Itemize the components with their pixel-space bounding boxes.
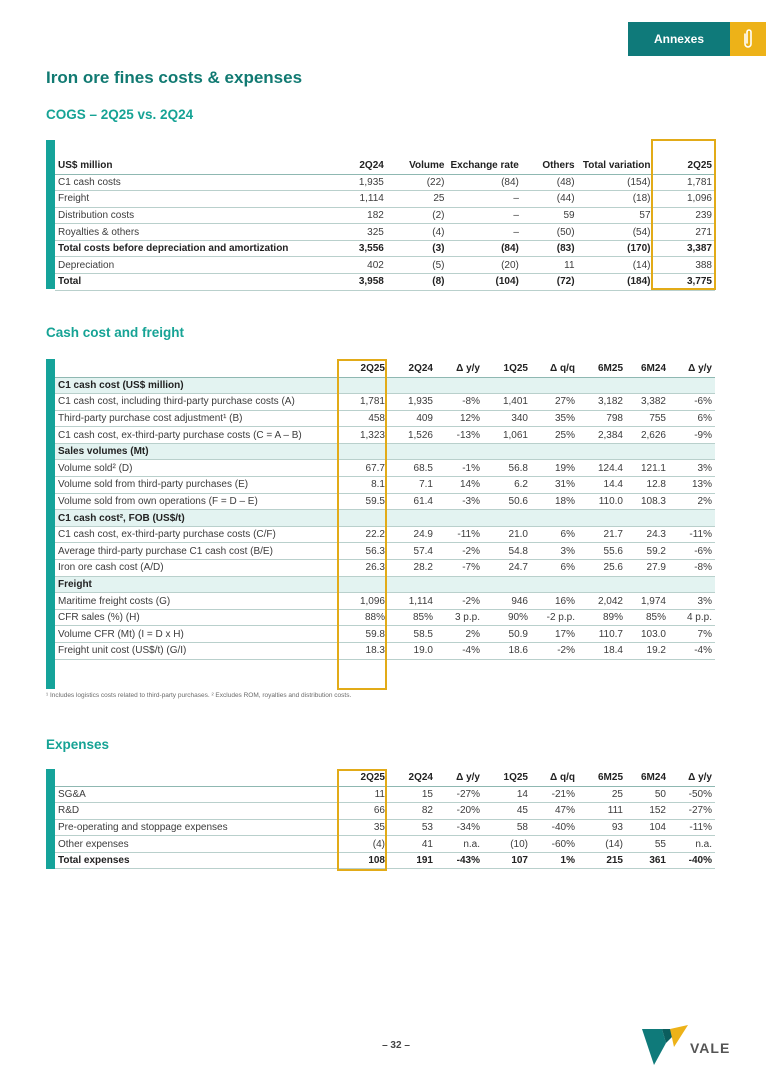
table-cell: 53 <box>388 819 436 836</box>
table-cell: 82 <box>388 803 436 820</box>
row-label: Average third-party purchase C1 cash cost (B/E) <box>55 543 341 560</box>
table-cell: 24.7 <box>483 560 531 577</box>
table-cell: 108 <box>341 852 388 869</box>
row-label: Other expenses <box>55 836 341 853</box>
table-cell: 3,182 <box>578 394 626 411</box>
table-cell: 402 <box>317 257 387 274</box>
table-cell: 18% <box>531 493 578 510</box>
row-label: SG&A <box>55 786 341 803</box>
table-cell: (154) <box>578 174 654 191</box>
section-label: C1 cash cost (US$ million) <box>55 377 715 394</box>
section-row <box>55 377 715 394</box>
table-cell: (8) <box>387 274 448 291</box>
table-row <box>55 526 715 543</box>
table-cell: 2,384 <box>578 427 626 444</box>
table-cell: 6.2 <box>483 477 531 494</box>
table-cell: 57.4 <box>388 543 436 560</box>
column-header: US$ million <box>55 140 317 174</box>
vale-logo-icon <box>640 1021 690 1074</box>
table-cell: 61.4 <box>388 493 436 510</box>
table-cell: 14% <box>436 477 483 494</box>
column-header: 6M25 <box>578 359 626 377</box>
table-cell: 58.5 <box>388 626 436 643</box>
table-cell: -11% <box>436 526 483 543</box>
column-header <box>55 359 341 377</box>
table-cell: 25 <box>578 786 626 803</box>
row-label: C1 cash costs <box>55 174 317 191</box>
cogs-table <box>55 140 715 291</box>
table-cell: 25.6 <box>578 560 626 577</box>
table-cell: 50.9 <box>483 626 531 643</box>
table-row <box>55 207 715 224</box>
row-label: Volume sold from own operations (F = D – E) <box>55 493 341 510</box>
table-cell: -13% <box>436 427 483 444</box>
table-row <box>55 257 715 274</box>
table-cell: -34% <box>436 819 483 836</box>
column-header: 2Q25 <box>341 359 388 377</box>
table-cell: -6% <box>669 543 715 560</box>
expenses-heading: Expenses <box>46 737 110 752</box>
table-cell: 7% <box>669 626 715 643</box>
table-cell: 340 <box>483 410 531 427</box>
section-row <box>55 576 715 593</box>
table-cell: (4) <box>387 224 448 241</box>
table-cell: (44) <box>522 191 578 208</box>
cash-heading: Cash cost and freight <box>46 325 185 340</box>
table-cell: (10) <box>483 836 531 853</box>
table-cell: (83) <box>522 240 578 257</box>
column-header: Δ y/y <box>436 769 483 786</box>
table-cell: 15 <box>388 786 436 803</box>
column-header: Volume <box>387 140 448 174</box>
column-header: 6M25 <box>578 769 626 786</box>
table-cell: 54.8 <box>483 543 531 560</box>
table-cell: 59 <box>522 207 578 224</box>
row-label: Maritime freight costs (G) <box>55 593 341 610</box>
table-cell: 152 <box>626 803 669 820</box>
table-row <box>55 786 715 803</box>
table-cell: 111 <box>578 803 626 820</box>
table-cell: 31% <box>531 477 578 494</box>
table-cell: -4% <box>669 643 715 660</box>
table-cell: (22) <box>387 174 448 191</box>
table-cell: 21.0 <box>483 526 531 543</box>
table-cell: n.a. <box>669 836 715 853</box>
table-cell: 89% <box>578 609 626 626</box>
row-label: Royalties & others <box>55 224 317 241</box>
column-header: Δ y/y <box>436 359 483 377</box>
table-cell: 12.8 <box>626 477 669 494</box>
table-cell: (84) <box>448 174 522 191</box>
table-cell: -40% <box>669 852 715 869</box>
table-cell: 66 <box>341 803 388 820</box>
expenses-table <box>55 769 715 869</box>
table-cell: -27% <box>669 803 715 820</box>
table-cell: (3) <box>387 240 448 257</box>
table-cell: 388 <box>654 257 715 274</box>
column-header: Δ y/y <box>669 769 715 786</box>
row-label: Total <box>55 274 317 291</box>
table-cell: (5) <box>387 257 448 274</box>
table-row <box>55 477 715 494</box>
table-cell: 1,096 <box>654 191 715 208</box>
table-cell: -7% <box>436 560 483 577</box>
table-cell: 24.3 <box>626 526 669 543</box>
table-cell: 88% <box>341 609 388 626</box>
table-cell: 110.0 <box>578 493 626 510</box>
table-cell: 35% <box>531 410 578 427</box>
table-cell: 16% <box>531 593 578 610</box>
table-cell: 1,096 <box>341 593 388 610</box>
table-row <box>55 609 715 626</box>
column-header: 6M24 <box>626 769 669 786</box>
table-cell: 6% <box>669 410 715 427</box>
row-label: C1 cash cost, ex-third-party purchase costs (C = A – B) <box>55 427 341 444</box>
table-cell: 6% <box>531 526 578 543</box>
row-label: Freight unit cost (US$/t) (G/I) <box>55 643 341 660</box>
table-cell: 11 <box>341 786 388 803</box>
table-cell: (18) <box>578 191 654 208</box>
table-cell: 67.7 <box>341 460 388 477</box>
table-cell: – <box>448 224 522 241</box>
table-cell: 409 <box>388 410 436 427</box>
column-header: 2Q25 <box>341 769 388 786</box>
table-cell: 25 <box>387 191 448 208</box>
table-cell: 27% <box>531 394 578 411</box>
table-cell: 1,935 <box>388 394 436 411</box>
table-row <box>55 560 715 577</box>
table-cell: 3 p.p. <box>436 609 483 626</box>
cogs-side-bar <box>46 140 55 289</box>
table-cell: 103.0 <box>626 626 669 643</box>
table-cell: -2% <box>436 543 483 560</box>
table-cell: 59.5 <box>341 493 388 510</box>
table-cell: 45 <box>483 803 531 820</box>
table-cell: 104 <box>626 819 669 836</box>
table-cell: 57 <box>578 207 654 224</box>
table-cell: 85% <box>388 609 436 626</box>
table-cell: -11% <box>669 819 715 836</box>
section-row <box>55 510 715 527</box>
section-label: C1 cash cost², FOB (US$/t) <box>55 510 715 527</box>
column-header <box>55 769 341 786</box>
table-cell: (54) <box>578 224 654 241</box>
table-cell: -8% <box>436 394 483 411</box>
table-cell: 271 <box>654 224 715 241</box>
table-row <box>55 493 715 510</box>
column-header: 1Q25 <box>483 769 531 786</box>
column-header: 1Q25 <box>483 359 531 377</box>
table-cell: 8.1 <box>341 477 388 494</box>
page-title: Iron ore fines costs & expenses <box>46 68 303 87</box>
table-cell: 121.1 <box>626 460 669 477</box>
vale-wordmark: VALE <box>690 1040 731 1056</box>
table-row <box>55 427 715 444</box>
table-cell: 1,974 <box>626 593 669 610</box>
row-label: C1 cash cost, including third-party purchase costs (A) <box>55 394 341 411</box>
table-cell: 191 <box>388 852 436 869</box>
table-cell: 108.3 <box>626 493 669 510</box>
table-cell: -11% <box>669 526 715 543</box>
table-cell: 110.7 <box>578 626 626 643</box>
column-header: 2Q25 <box>654 140 715 174</box>
table-cell: -8% <box>669 560 715 577</box>
cash-side-bar <box>46 359 55 689</box>
table-cell: 215 <box>578 852 626 869</box>
table-cell: 3,556 <box>317 240 387 257</box>
table-cell: -2 p.p. <box>531 609 578 626</box>
column-header: 6M24 <box>626 359 669 377</box>
table-cell: 41 <box>388 836 436 853</box>
table-cell: 35 <box>341 819 388 836</box>
table-cell: 21.7 <box>578 526 626 543</box>
table-cell: 1,935 <box>317 174 387 191</box>
table-cell: 19% <box>531 460 578 477</box>
table-cell: 19.0 <box>388 643 436 660</box>
table-cell: -6% <box>669 394 715 411</box>
table-cell: 13% <box>669 477 715 494</box>
table-cell: 24.9 <box>388 526 436 543</box>
table-cell: 2% <box>669 493 715 510</box>
table-cell: 1,061 <box>483 427 531 444</box>
table-cell: 27.9 <box>626 560 669 577</box>
row-label: Total costs before depreciation and amortization <box>55 240 317 257</box>
paperclip-icon <box>730 22 766 56</box>
table-cell: 47% <box>531 803 578 820</box>
table-cell: 18.3 <box>341 643 388 660</box>
table-cell: 946 <box>483 593 531 610</box>
table-cell: 14.4 <box>578 477 626 494</box>
table-cell: (2) <box>387 207 448 224</box>
table-cell: 3,775 <box>654 274 715 291</box>
table-cell: -43% <box>436 852 483 869</box>
table-cell: -50% <box>669 786 715 803</box>
table-row <box>55 224 715 241</box>
table-cell: 26.3 <box>341 560 388 577</box>
table-cell: (14) <box>578 257 654 274</box>
table-row <box>55 852 715 869</box>
table-cell: -4% <box>436 643 483 660</box>
expenses-side-bar <box>46 769 55 869</box>
table-cell: 361 <box>626 852 669 869</box>
table-cell: -40% <box>531 819 578 836</box>
table-cell: 12% <box>436 410 483 427</box>
table-row <box>55 836 715 853</box>
table-cell: (184) <box>578 274 654 291</box>
table-row <box>55 626 715 643</box>
table-cell: (84) <box>448 240 522 257</box>
table-cell: 50.6 <box>483 493 531 510</box>
table-cell: – <box>448 207 522 224</box>
table-cell: 1% <box>531 852 578 869</box>
table-cell: 107 <box>483 852 531 869</box>
table-cell: 798 <box>578 410 626 427</box>
section-label: Freight <box>55 576 715 593</box>
table-row <box>55 274 715 291</box>
table-cell: 55.6 <box>578 543 626 560</box>
row-label: Freight <box>55 191 317 208</box>
table-cell: 93 <box>578 819 626 836</box>
row-label: Total expenses <box>55 852 341 869</box>
table-cell: 19.2 <box>626 643 669 660</box>
table-cell: 3% <box>669 593 715 610</box>
table-cell: 4 p.p. <box>669 609 715 626</box>
table-cell: 85% <box>626 609 669 626</box>
column-header: Total variation <box>578 140 654 174</box>
footnote: ¹ Includes logistics costs related to third-party purchases. ² Excludes ROM, royalties and distribution costs. <box>46 692 352 699</box>
table-cell: 3,387 <box>654 240 715 257</box>
column-header: Δ q/q <box>531 359 578 377</box>
column-header: Δ q/q <box>531 769 578 786</box>
table-cell: (72) <box>522 274 578 291</box>
column-header: Others <box>522 140 578 174</box>
table-cell: 1,401 <box>483 394 531 411</box>
table-cell: 458 <box>341 410 388 427</box>
table-cell: 2,042 <box>578 593 626 610</box>
row-label: Volume sold² (D) <box>55 460 341 477</box>
table-cell: 68.5 <box>388 460 436 477</box>
table-cell: 25% <box>531 427 578 444</box>
table-cell: 182 <box>317 207 387 224</box>
table-cell: 59.2 <box>626 543 669 560</box>
table-cell: 239 <box>654 207 715 224</box>
table-row <box>55 460 715 477</box>
table-cell: 28.2 <box>388 560 436 577</box>
table-row <box>55 543 715 560</box>
table-cell: 124.4 <box>578 460 626 477</box>
table-cell: 2% <box>436 626 483 643</box>
table-cell: -60% <box>531 836 578 853</box>
section-tag: Annexes <box>628 22 730 56</box>
table-cell: -2% <box>531 643 578 660</box>
table-cell: (4) <box>341 836 388 853</box>
table-cell: 90% <box>483 609 531 626</box>
table-cell: -3% <box>436 493 483 510</box>
table-cell: 1,526 <box>388 427 436 444</box>
table-cell: 14 <box>483 786 531 803</box>
page-number: – 32 – <box>382 1040 410 1051</box>
section-label: Sales volumes (Mt) <box>55 443 715 460</box>
table-cell: 55 <box>626 836 669 853</box>
table-cell: 1,781 <box>654 174 715 191</box>
table-cell: -9% <box>669 427 715 444</box>
table-cell: -27% <box>436 786 483 803</box>
table-row <box>55 819 715 836</box>
table-cell: 3,382 <box>626 394 669 411</box>
row-label: CFR sales (%) (H) <box>55 609 341 626</box>
table-cell: n.a. <box>436 836 483 853</box>
table-cell: 58 <box>483 819 531 836</box>
table-cell: 50 <box>626 786 669 803</box>
row-label: R&D <box>55 803 341 820</box>
row-label: Iron ore cash cost (A/D) <box>55 560 341 577</box>
table-row <box>55 410 715 427</box>
row-label: Third-party purchase cost adjustment¹ (B) <box>55 410 341 427</box>
column-header: 2Q24 <box>388 769 436 786</box>
table-cell: – <box>448 191 522 208</box>
table-cell: 56.3 <box>341 543 388 560</box>
table-cell: (50) <box>522 224 578 241</box>
table-cell: 2,626 <box>626 427 669 444</box>
section-row <box>55 443 715 460</box>
table-cell: 1,781 <box>341 394 388 411</box>
table-cell: -1% <box>436 460 483 477</box>
table-cell: 1,323 <box>341 427 388 444</box>
table-cell: (48) <box>522 174 578 191</box>
table-cell: (20) <box>448 257 522 274</box>
row-label: Volume sold from third-party purchases (E) <box>55 477 341 494</box>
table-row <box>55 191 715 208</box>
cogs-heading: COGS – 2Q25 vs. 2Q24 <box>46 107 194 122</box>
column-header: 2Q24 <box>388 359 436 377</box>
table-row <box>55 593 715 610</box>
table-cell: 17% <box>531 626 578 643</box>
column-header: 2Q24 <box>317 140 387 174</box>
cash-table <box>55 359 715 660</box>
table-row <box>55 394 715 411</box>
table-cell: 3% <box>669 460 715 477</box>
table-cell: -2% <box>436 593 483 610</box>
table-cell: 18.4 <box>578 643 626 660</box>
table-cell: 325 <box>317 224 387 241</box>
table-cell: 7.1 <box>388 477 436 494</box>
table-cell: 1,114 <box>317 191 387 208</box>
table-cell: 11 <box>522 257 578 274</box>
row-label: Distribution costs <box>55 207 317 224</box>
table-cell: 1,114 <box>388 593 436 610</box>
table-row <box>55 240 715 257</box>
row-label: Depreciation <box>55 257 317 274</box>
table-cell: 22.2 <box>341 526 388 543</box>
table-cell: -20% <box>436 803 483 820</box>
column-header: Exchange rate <box>448 140 522 174</box>
table-cell: -21% <box>531 786 578 803</box>
table-cell: 18.6 <box>483 643 531 660</box>
row-label: Volume CFR (Mt) (I = D x H) <box>55 626 341 643</box>
table-row <box>55 643 715 660</box>
table-cell: 6% <box>531 560 578 577</box>
table-cell: 3% <box>531 543 578 560</box>
table-row <box>55 174 715 191</box>
table-cell: 56.8 <box>483 460 531 477</box>
row-label: Pre-operating and stoppage expenses <box>55 819 341 836</box>
table-cell: (104) <box>448 274 522 291</box>
table-cell: (14) <box>578 836 626 853</box>
row-label: C1 cash cost, ex-third-party purchase costs (C/F) <box>55 526 341 543</box>
table-cell: 3,958 <box>317 274 387 291</box>
column-header: Δ y/y <box>669 359 715 377</box>
table-row <box>55 803 715 820</box>
table-cell: 755 <box>626 410 669 427</box>
table-cell: 59.8 <box>341 626 388 643</box>
table-cell: (170) <box>578 240 654 257</box>
